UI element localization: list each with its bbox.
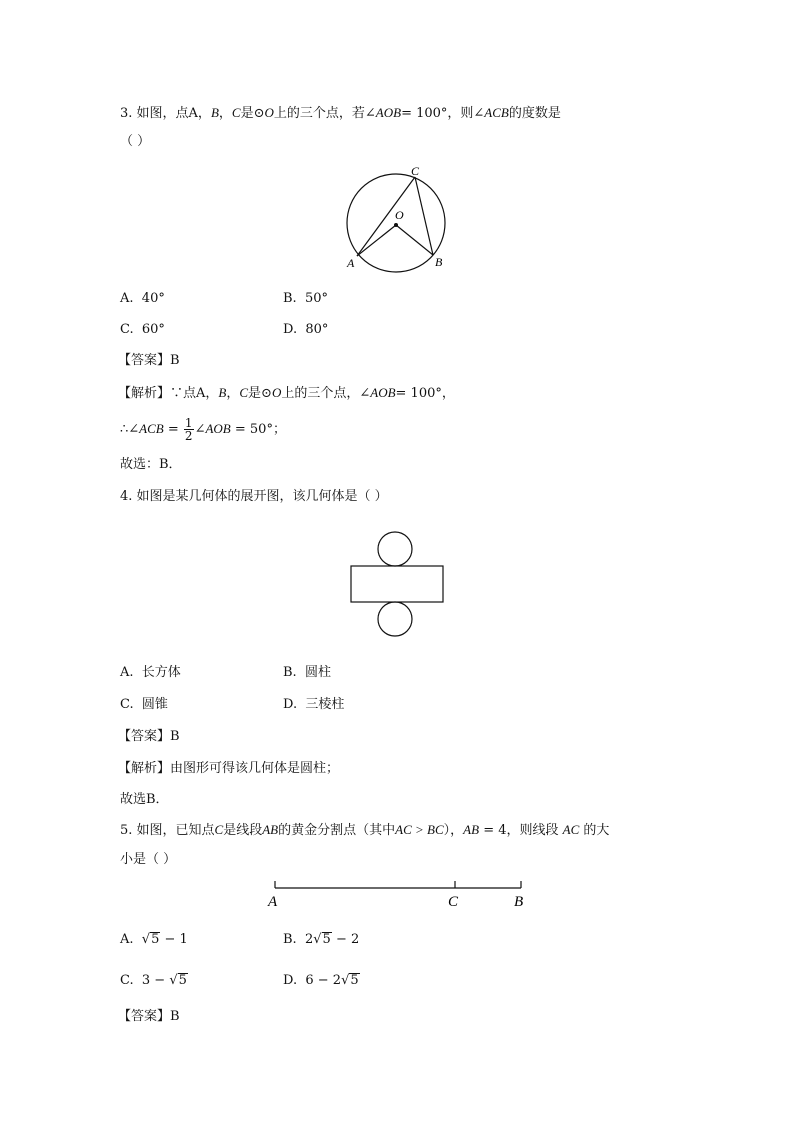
q3-point-c: C: [231, 105, 241, 120]
q5-stem-line1: [120, 821, 609, 840]
q3-option-c-text: 60°: [141, 322, 165, 337]
q5-condition: AC > BC: [395, 822, 444, 837]
q5-option-c-key: C.: [120, 973, 134, 988]
q5-option-b-post: − 2: [331, 932, 360, 947]
q4-analysis-text: 由图形可得该几何体是圆柱；: [170, 761, 340, 776]
q4-analysis-head: 【解析】: [118, 761, 171, 776]
q3-option-d[interactable]: [283, 321, 328, 339]
q3-analysis2-angle: ∠: [194, 422, 206, 437]
q5-option-a[interactable]: A. √5 − 1: [120, 932, 188, 947]
q4-option-a-text: 长方体: [141, 665, 181, 680]
q5-stem-t5: = 4，则线段: [483, 823, 559, 838]
q3-fig-label-c: C: [411, 164, 420, 178]
q4-option-b-key: B.: [283, 665, 297, 680]
q4-bottom-circle: [378, 602, 412, 636]
q4-option-b-text: 圆柱: [304, 665, 331, 680]
q4-conclusion: 故选B．: [120, 792, 169, 807]
q3-stem-text: 3. 如图，点A，: [120, 106, 211, 121]
q5-option-c-radicand: 5: [178, 973, 187, 988]
q3-option-a-text: 40°: [141, 291, 165, 306]
q4-rectangle: [351, 566, 443, 602]
q5-option-b-pre: 2: [304, 932, 314, 947]
q3-analysis-c: C: [239, 385, 249, 400]
q5-option-a-post: − 1: [160, 932, 188, 947]
q3-option-a[interactable]: [120, 290, 165, 308]
q4-option-c-text: 圆锥: [141, 697, 168, 712]
q3-analysis-head: 【解析】: [118, 386, 171, 401]
q5-segment-ac: AC: [562, 822, 580, 837]
q5-option-c[interactable]: C. 3 − √5: [120, 973, 187, 988]
q3-option-c[interactable]: [120, 321, 165, 339]
q5-option-b-key: B.: [283, 932, 297, 947]
q3-center-dot: [394, 223, 398, 227]
q3-analysis-line2: [120, 416, 286, 443]
q3-analysis-o: O: [271, 385, 282, 400]
q4-top-circle: [378, 532, 412, 566]
q3-analysis-aob: AOB: [370, 385, 396, 400]
q5-option-b[interactable]: B. 2√5 − 2: [283, 932, 360, 947]
q5-fig-label-b: B: [514, 894, 524, 910]
q3-analysis-t1: ∵点A，: [170, 386, 219, 401]
q5-point-c: C: [214, 822, 224, 837]
q3-fraction-denominator: 2: [184, 429, 193, 443]
q3-option-b-key: B.: [283, 291, 297, 306]
q4-option-d-key: D.: [283, 697, 298, 712]
q3-option-b[interactable]: [283, 290, 328, 308]
q4-option-c[interactable]: [120, 696, 168, 714]
q5-fig-label-a: A: [268, 894, 278, 910]
q4-stem: 4. 如图是某几何体的展开图，该几何体是（ ）: [120, 489, 388, 504]
q5-stem-t3: 的黄金分割点（其中: [278, 823, 396, 838]
q3-analysis-b: B: [218, 385, 227, 400]
q4-option-b[interactable]: [283, 664, 331, 682]
q3-option-d-key: D.: [283, 322, 298, 337]
q3-stem-mid: 是⊙: [240, 106, 265, 121]
q4-option-d[interactable]: [283, 696, 344, 714]
q3-angle-aob: AOB: [375, 105, 402, 120]
q4-option-d-text: 三棱柱: [305, 697, 345, 712]
q4-analysis: [118, 760, 339, 778]
q5-option-a-radicand: 5: [151, 932, 160, 947]
q4-option-a-key: A.: [120, 665, 134, 680]
q3-stem-line1: [120, 104, 561, 123]
q3-conclusion: 故选：B．: [120, 457, 182, 472]
q3-sep: ，: [218, 106, 232, 121]
q3-analysis-t2: ，: [226, 386, 240, 401]
q3-circle-figure: [340, 160, 460, 280]
q3-stem-end: 的度数是: [508, 106, 561, 121]
q3-angle-acb: ACB: [484, 105, 509, 120]
q3-fig-label-a: A: [347, 256, 355, 270]
q3-stem-eq: = 100°，则∠: [401, 106, 485, 121]
q3-stem-mid2: 上的三个点，若∠: [273, 106, 376, 121]
q5-segment-figure: [262, 876, 534, 912]
q3-fraction-numerator: 1: [184, 416, 193, 430]
q3-analysis2-result: = 50°；: [234, 422, 286, 437]
q3-option-d-text: 80°: [305, 322, 329, 337]
q3-analysis2-acb: ACB: [139, 421, 164, 436]
q3-analysis-fraction: [184, 417, 194, 442]
q5-option-b-radicand: 5: [322, 932, 331, 947]
q5-stem-line2: 小是（ ）: [120, 852, 177, 867]
q3-analysis2-aob: AOB: [205, 421, 231, 436]
q3-paren: （ ）: [120, 134, 151, 149]
q3-analysis-t4: 上的三个点，∠: [281, 386, 371, 401]
q5-option-d[interactable]: D. 6 − 2√5: [283, 973, 359, 988]
q5-fig-label-c: C: [448, 894, 459, 910]
q4-option-a[interactable]: [120, 664, 181, 682]
q5-option-d-key: D.: [283, 973, 298, 988]
q5-option-d-radicand: 5: [350, 973, 359, 988]
q5-stem-t4: ），: [443, 823, 464, 838]
q5-stem-t6: 的大: [583, 823, 610, 838]
q4-answer: 【答案】B: [118, 729, 180, 744]
q5-segment-ab2: AB: [463, 822, 480, 837]
q3-fig-label-o: O: [395, 208, 404, 222]
q3-analysis-t3: 是⊙: [248, 386, 272, 401]
q5-stem-t1: 5. 如图，已知点: [120, 823, 215, 838]
q3-analysis-t5: = 100°，: [395, 386, 455, 401]
q3-option-a-key: A.: [120, 291, 134, 306]
q3-center-o: O: [264, 105, 274, 120]
q3-segment-ca: [357, 177, 415, 256]
q4-option-c-key: C.: [120, 697, 134, 712]
q3-answer: 【答案】B: [118, 353, 180, 368]
q5-option-d-pre: 6 − 2: [305, 973, 342, 988]
q3-fig-label-b: B: [435, 255, 443, 269]
q3-analysis-line1: [118, 384, 455, 403]
q5-option-a-key: A.: [120, 932, 134, 947]
q5-stem-t2: 是线段: [223, 823, 263, 838]
q4-net-figure: [345, 528, 449, 640]
q5-option-c-pre: 3 −: [141, 973, 170, 988]
q5-segment-ab: AB: [262, 822, 279, 837]
q3-analysis2-eq: =: [167, 422, 179, 437]
q3-point-b: B: [210, 105, 219, 120]
q3-option-b-text: 50°: [304, 291, 328, 306]
q3-analysis2-t1: ∴∠: [120, 422, 140, 437]
q3-option-c-key: C.: [120, 322, 134, 337]
q5-answer: 【答案】B: [118, 1009, 180, 1024]
